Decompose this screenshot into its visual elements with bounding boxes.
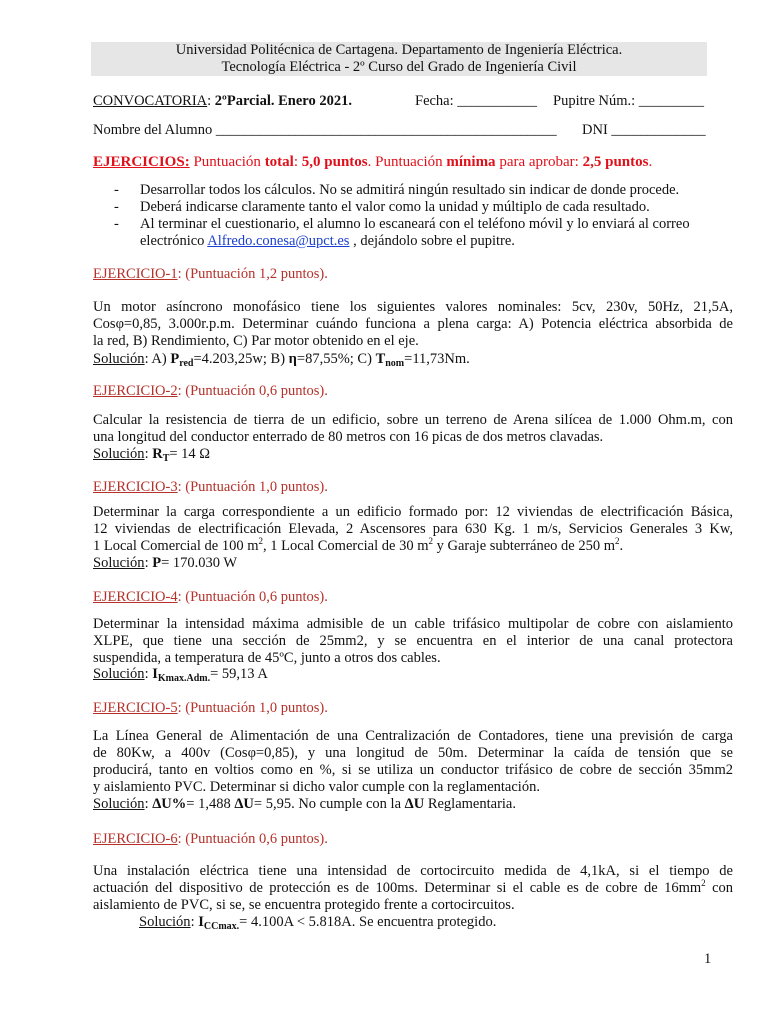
alumno-nombre-field: Nombre del Alumno _______________________________________________ [93,122,557,138]
exercise-2-statement: Calcular la resistencia de tierra de un edificio, sobre un terreno de Arena silícea de 1.000 Ohm.m, con una longitud del conductor enterrado de 80 metros con 16 picas de dos metros clavadas. [93,412,733,445]
header-university: Universidad Politécnica de Cartagena. Departamento de Ingeniería Eléctrica. [175,42,623,58]
ejercicios-header: EJERCICIOS: Puntuación total: 5,0 puntos. Puntuación mínima para aprobar: 2,5 puntos. [93,154,653,170]
email-link[interactable]: Alfredo.conesa@upct.es [207,233,350,249]
exercise-2-title: EJERCICIO-2: (Puntuación 0,6 puntos). [93,383,328,399]
exercise-6-statement: Una instalación eléctrica tiene una intensidad de cortocircuito medida de 4,1kA, si el tiempo de actuación del dispositivo de protección es de 100ms. Determinar si el cable es de cobre de $16mm^2$ con aislamiento de PVC, si se, se encuentra protegido frente a cortocircuitos. [93,863,734,913]
exercise-6-title: EJERCICIO-6: (Puntuación 0,6 puntos). [93,831,328,847]
pupitre-field: Pupitre Núm.: _________ [553,93,705,109]
header-course: Tecnología Eléctrica - 2º Curso del Grado de Ingeniería Civil [221,59,577,75]
page-header [91,42,707,76]
instructions-list [114,182,734,250]
exercise-4-solution: Solución: $I_{Kmax.Adm.}= 59,13$ A [93,666,268,684]
exercise-5-solution: Solución: ΔU%= 1,488 ΔU= 5,95. No cumple con la ΔU Reglamentaria. [93,796,516,812]
exercise-3-solution: Solución: P= 170.030 W [93,555,238,571]
exercise-1-solution: Solución: A) $P_{red}=4.203,25w$; B) η=87,55%; C) $T_{nom}=11,73Nm$. [93,351,470,369]
exercise-1-title: EJERCICIO-1: (Puntuación 1,2 puntos). [93,266,328,282]
convocatoria-line: CONVOCATORIA: 2ºParcial. Enero 2021. [93,93,352,109]
instruction-item: - Desarrollar todos los cálculos. No se admitirá ningún resultado sin indicar de donde procede. [114,182,680,198]
alumno-dni-field: DNI _____________ [582,122,706,138]
exercise-5-statement: La Línea General de Alimentación de una Centralización de Contadores, tiene una previsión de carga de 80Kw, a 400v (Cosφ=0,85), y una longitud de 50m. Determinar la caída de tensión que se producirá, tanto en voltios como en %, si se utiliza un conductor trifásico de cobre de sección 35mm2 y aislamiento PVC. Determinar si dicho valor cumple con la reglamentación. [93,728,733,795]
exercise-5-title: EJERCICIO-5: (Puntuación 1,0 puntos). [93,700,328,716]
exercise-3-statement: Determinar la carga correspondiente a un edificio formado por: 12 viviendas de electrificación Básica, 12 viviendas de electrificación Elevada, 2 Ascensores para 630 Kg. 1 m/s, Servicios Generales 3 Kw, 1 Local Comercial de 100 $m^2$, 1 Local Comercial de 30 $m^2$ y Garaje subterráneo de 250 $m^2$. [93,504,733,554]
exercise-4-statement: Determinar la intensidad máxima admisible de un cable trifásico multipolar de cobre con aislamiento XLPE, que tiene una sección de 25mm2, y se encuentra en el interior de una canal protectora suspendida, a temperatura de 45ºC, junto a otros dos cables. [93,616,733,666]
convocatoria-label: CONVOCATORIA [93,93,208,109]
exercise-2-solution: Solución: $R_T= 14$ Ω [93,446,211,464]
exercise-6-solution: Solución: $I_{CCmax.}= 4.100A < 5.818A$. Se encuentra protegido. [139,914,497,932]
instruction-item: - Al terminar el cuestionario, el alumno lo escaneará con el teléfono móvil y lo enviará al correo electrónico Alfredo.conesa@upct.es , dejándolo sobre el pupitre. [114,216,690,249]
ejercicios-label: EJERCICIOS: [93,154,190,170]
convocatoria-value: 2ºParcial. Enero 2021. [214,93,352,109]
page-number: 1 [704,951,712,967]
fecha-field: Fecha: ___________ [415,93,538,109]
instruction-item: - Deberá indicarse claramente tanto el valor como la unidad y múltiplo de cada resultado. [114,199,650,215]
exercise-3-title: EJERCICIO-3: (Puntuación 1,0 puntos). [93,479,328,495]
exercise-4-title: EJERCICIO-4: (Puntuación 0,6 puntos). [93,589,328,605]
exercise-1-statement: Un motor asíncrono monofásico tiene los siguientes valores nominales: 5cv, 230v, 50Hz, 21,5A, Cosφ=0,85, 3.000r.p.m. Determinar cuándo funciona a plena carga: A) Potencia eléctrica absorbida de la red, B) Rendimiento, C) Par motor obtenido en el eje. [93,299,733,349]
